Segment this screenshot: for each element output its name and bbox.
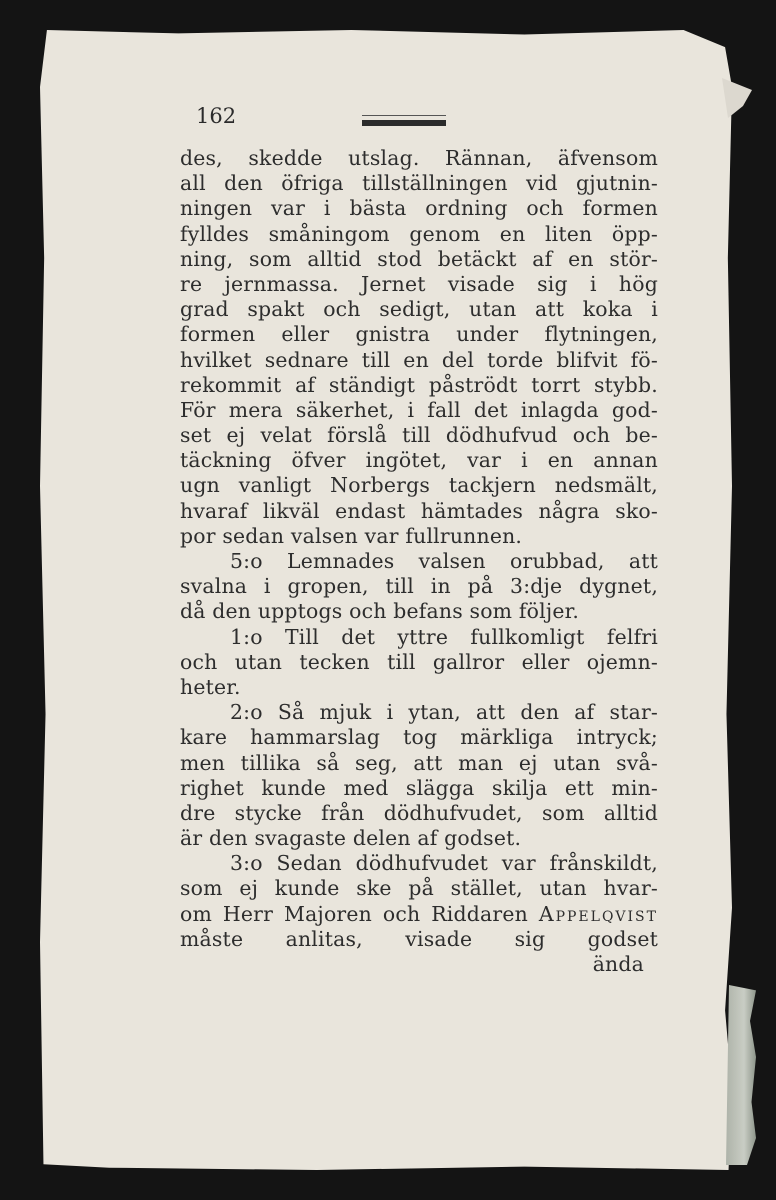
catchword: ända (592, 952, 644, 976)
text-line: righet kunde med slägga skilja ett min- (180, 775, 658, 800)
text-line: fylldes småningom genom en liten öpp- (180, 221, 658, 246)
text-line: då den upptogs och befans som följer. (180, 599, 580, 624)
name-smallcaps: Appelqvist (538, 901, 658, 926)
text-line: kare hammarslag tog märkliga intryck; (180, 725, 658, 750)
text-line: set ej velat förslå till dödhufvud och be- (180, 423, 658, 448)
text-line: måste anlitas, visade sig godset (180, 926, 658, 951)
text-line: re jernmassa. Jernet visade sig i hög (180, 271, 658, 296)
body-text (180, 146, 658, 977)
text-line: men tillika så seg, att man ej utan svå- (180, 750, 658, 775)
text-line: des, skedde utslag. Rännan, äfvensom (180, 146, 658, 170)
text-line (180, 902, 658, 927)
text-line: För mera säkerhet, i fall det inlagda god- (180, 397, 658, 422)
text-line: 2:o Så mjuk i ytan, att den af star- (230, 700, 658, 725)
text-line: ningen var i bästa ordning och formen (180, 196, 658, 221)
text-line: heter. (180, 674, 241, 699)
text-line: grad spakt och sedigt, utan att koka i (180, 297, 658, 322)
text-line: 3:o Sedan dödhufvudet var frånskildt, (230, 851, 658, 876)
text-line: 5:o Lemnades valsen orubbad, att (230, 549, 658, 573)
page-header (196, 104, 456, 134)
page-number: 162 (196, 104, 237, 128)
text-line: som ej kunde ske på stället, utan hvar- (180, 876, 658, 901)
text-line: formen eller gnistra under flytningen, (180, 322, 658, 347)
text-fragment: om Herr Majoren och Riddaren (180, 901, 528, 926)
text-line: ning, som alltid stod betäckt af en stör- (180, 246, 658, 271)
text-line: hvaraf likväl endast hämtades några sko- (180, 498, 658, 523)
paper-stain (726, 985, 756, 1165)
text-line: täckning öfver ingötet, var i en annan (180, 448, 658, 473)
text-line: all den öfriga tillställningen vid gjutnin- (180, 171, 658, 196)
text-line: svalna i gropen, till in på 3:dje dygnet, (180, 574, 658, 599)
text-line: ugn vanligt Norbergs tackjern nedsmält, (180, 473, 658, 498)
text-line: och utan tecken till gallror eller ojemn- (180, 649, 658, 674)
text-line: rekommit af ständigt påströdt torrt stybb. (180, 372, 658, 397)
text-line: por sedan valsen var fullrunnen. (180, 523, 523, 548)
text-line: hvilket sednare till en del torde blifvit fö- (180, 347, 658, 372)
text-line: är den svagaste delen af godset. (180, 826, 522, 851)
text-line: 1:o Till det yttre fullkomligt felfri (230, 624, 658, 649)
header-rule (362, 120, 446, 126)
text-line: dre stycke från dödhufvudet, som alltid (180, 800, 658, 825)
